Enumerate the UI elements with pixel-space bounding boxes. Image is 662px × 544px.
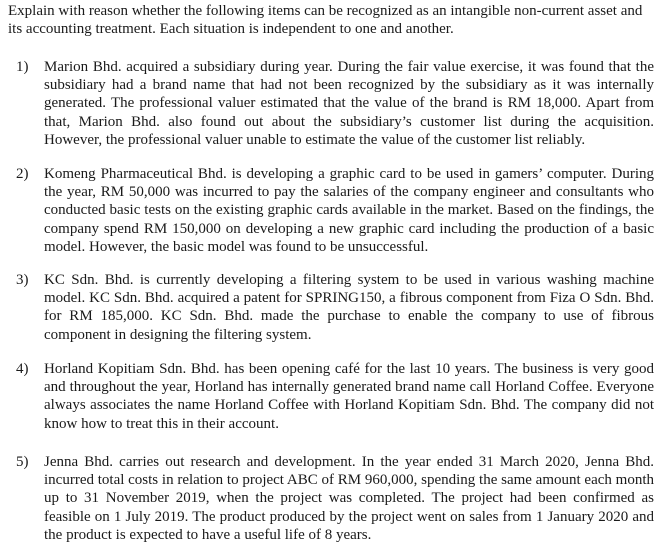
question-item-2 <box>16 165 654 256</box>
item-text: Jenna Bhd. carries out research and development. In the year ended 31 March 2020, Jenna Bhd. incurred total costs in relation to project ABC of RM 960,000, spending the same amount each month up to 31 November 2019, when the project was completed. The project had been confirmed as feasible on 1 July 2019. The product produced by the project went on sales from 1 January 2020 and the product is expected to have a useful life of 8 years. <box>44 454 654 543</box>
item-number: 3) <box>16 272 29 288</box>
item-number: 2) <box>16 166 29 182</box>
item-text: KC Sdn. Bhd. is currently developing a filtering system to be used in various washing machine model. KC Sdn. Bhd. acquired a patent for SPRING150, a fibrous component from Fiza O Sdn. Bhd. for RM 185,000. KC Sdn. Bhd. made the purchase to enable the company to use of fibrous component in designing the filtering system. <box>44 272 654 343</box>
item-text: Horland Kopitiam Sdn. Bhd. has been opening café for the last 10 years. The business is very good and throughout the year, Horland has internally generated brand name call Horland Coffee. Everyone always associates the name Horland Coffee with Horland Kopitiam Sdn. Bhd. The company did not know how to treat this in their account. <box>44 361 654 432</box>
item-number: 1) <box>16 59 29 75</box>
question-item-1 <box>16 58 654 149</box>
item-number: 4) <box>16 361 29 377</box>
item-text: Marion Bhd. acquired a subsidiary during year. During the fair value exercise, it was found that the subsidiary had a brand name that had not been recognized by the subsidiary as it was internally generated. The professional valuer estimated that the value of the brand is RM 18,000. Apart from that, Marion Bhd. also found out about the subsidiary’s customer list during the acquisition. However, the professional valuer unable to estimate the value of the customer list reliably. <box>44 59 654 148</box>
question-intro: Explain with reason whether the following items can be recognized as an intangible non-current asset and its accounting treatment. Each situation is independent to one and another. <box>8 3 643 37</box>
item-number: 5) <box>16 454 29 470</box>
question-item-3 <box>16 271 654 344</box>
question-item-5 <box>16 453 654 544</box>
item-text: Komeng Pharmaceutical Bhd. is developing a graphic card to be used in gamers’ computer. During the year, RM 50,000 was incurred to pay the salaries of the company engineer and consultants who conducted basic tests on the existing graphic cards available in the market. Based on the findings, the company spend RM 150,000 on developing a new graphic card including the production of a basic model. However, the basic model was found to be unsuccessful. <box>44 166 654 255</box>
question-item-4 <box>16 360 654 433</box>
